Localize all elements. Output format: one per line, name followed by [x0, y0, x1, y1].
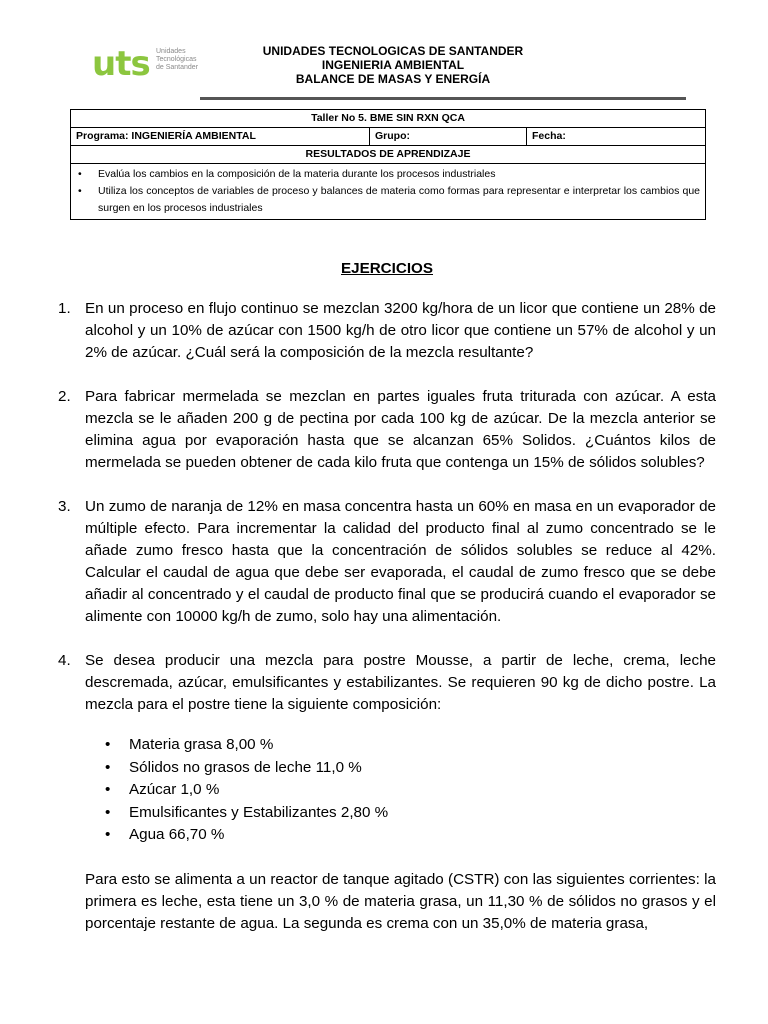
uts-logo — [90, 40, 200, 82]
composition-item: • Azúcar 1,0 % — [85, 779, 716, 802]
exercises-title: EJERCICIOS — [341, 260, 433, 277]
logo-mark: uts — [92, 44, 150, 84]
composition-item: • Sólidos no grasos de leche 11,0 % — [85, 757, 716, 780]
exercise-number: 3. — [58, 498, 71, 515]
exercises-section — [58, 258, 716, 957]
resultado-item: • Utiliza los conceptos de variables de proceso y balances de materia como formas para representar e interpretar los cambios que surgen en los procesos industriales — [76, 183, 700, 217]
exercise-number: 1. — [58, 300, 71, 317]
composition-item: • Emulsificantes y Estabilizantes 2,80 % — [85, 802, 716, 825]
fecha-cell: Fecha: — [527, 128, 706, 146]
resultados-header: RESULTADOS DE APRENDIZAJE — [71, 146, 706, 164]
exercise-3 — [58, 496, 716, 628]
logo-subtitle: Unidades Tecnológicas de Santander — [156, 48, 199, 71]
resultado-item: • Evalúa los cambios en la composición de la materia durante los procesos industriales — [76, 166, 700, 183]
composition-item: • Agua 66,70 % — [85, 824, 716, 847]
programa-cell: Programa: INGENIERÍA AMBIENTAL — [71, 128, 370, 146]
institution-name: UNIDADES TECNOLOGICAS DE SANTANDER — [262, 44, 524, 58]
resultados-list — [76, 166, 700, 217]
composition-list — [85, 734, 716, 847]
program-name: INGENIERIA AMBIENTAL — [321, 58, 465, 72]
resultados-cell — [71, 164, 706, 220]
exercise-text: En un proceso en flujo continuo se mezclan 3200 kg/hora de un licor que contiene un 28% de alcohol y un 10% de azúcar con 1500 kg/h de otro licor que contiene un 57% de alcohol y un 2% de azúcar. ¿Cuál será la composición de la mezcla resultante? — [85, 300, 716, 361]
taller-title: Taller No 5. BME SIN RXN QCA — [71, 110, 706, 128]
exercise-2 — [58, 386, 716, 474]
info-table — [70, 109, 706, 220]
grupo-cell: Grupo: — [370, 128, 527, 146]
course-name: BALANCE DE MASAS Y ENERGÍA — [295, 72, 491, 86]
exercise-number: 2. — [58, 388, 71, 405]
exercise-text: Se desea producir una mezcla para postre Mousse, a partir de leche, crema, leche descremada, azúcar, emulsificantes y estabilizantes. Se requieren 90 kg de dicho postre. La mezcla para el postre tiene la siguiente composición: — [85, 652, 716, 713]
exercise-text: Un zumo de naranja de 12% en masa concentra hasta un 60% en masa en un evaporador de múltiple efecto. Para incrementar la calidad del producto final al zumo concentrado se le añade zumo fresco hasta que la concentración de sólidos solubles se reduce al 42%. Calcular el caudal de agua que debe ser evaporada, el caudal de zumo fresco que se debe añadir al concentrado y el caudal de producto final que se producirá cuando el evaporador se alimente con 10000 kg/h de zumo, solo hay una alimentación. — [85, 498, 716, 625]
exercise-text: Para fabricar mermelada se mezclan en partes iguales fruta triturada con azúcar. A esta mezcla se le añaden 200 g de pectina por cada 100 kg de azúcar. De la mezcla anterior se elimina agua por evaporación hasta que se alcanzan 65% Solidos. ¿Cuántos kilos de mermelada se pueden obtener de cada kilo fruta que contenga un 15% de sólidos solubles? — [85, 388, 716, 471]
exercise-number: 4. — [58, 652, 71, 669]
composition-item: • Materia grasa 8,00 % — [85, 734, 716, 757]
exercise-1 — [58, 298, 716, 364]
document-header — [200, 44, 586, 86]
exercise-4 — [58, 650, 716, 935]
exercise-continuation: Para esto se alimenta a un reactor de tanque agitado (CSTR) con las siguientes corrientes: la primera es leche, esta tiene un 3,0 % de materia grasa, un 11,30 % de sólidos no grasos y el porcentaje restante de agua. La segunda es crema con un 35,0% de materia grasa, — [85, 870, 716, 932]
header-divider — [200, 97, 686, 100]
